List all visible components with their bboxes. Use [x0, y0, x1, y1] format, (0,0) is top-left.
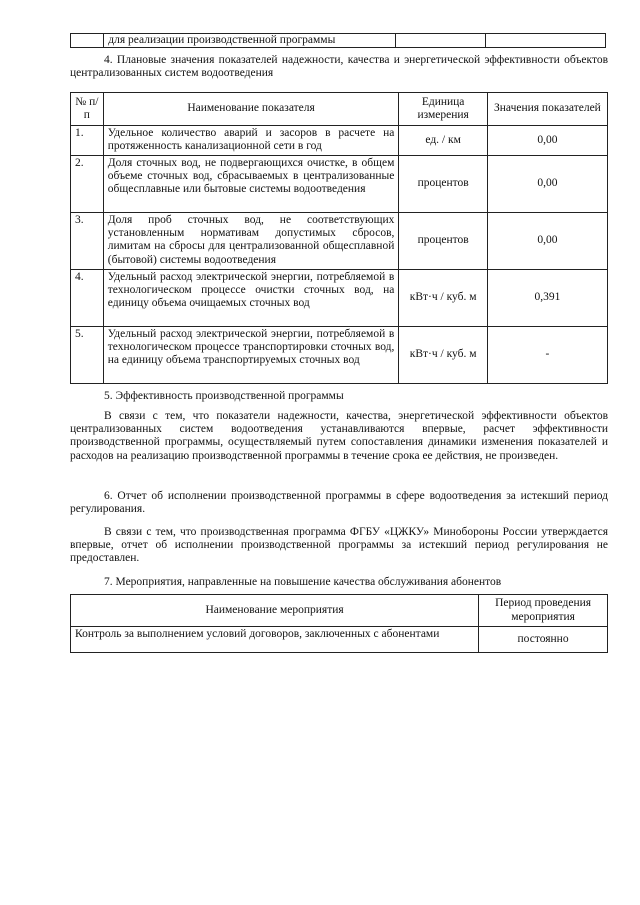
table-row [71, 327, 608, 384]
section7-title: 7. Мероприятия, направленные на повышение качества обслуживания абонентов [104, 576, 502, 588]
previous-table-fragment [70, 33, 606, 48]
row-name: Доля сточных вод, не подвергающихся очистке, в общем объеме сточных вод, сбрасываемых в централизованные общесплавные или бытовые системы водоотведения [107, 157, 395, 196]
row-num: 2. [71, 156, 104, 213]
table-header-row [71, 93, 608, 126]
section6-text: В связи с тем, что производственная программа ФГБУ «ЦЖКУ» Минобороны России утверждается впервые, отчет об исполнении производственной программы за истекший период регулирования не предоставлен. [70, 526, 608, 565]
table-row [71, 34, 606, 48]
row-value: 0,00 [487, 126, 607, 156]
section5-text: В связи с тем, что показатели надежности, качества, энергетической эффективности объектов централизованных систем водоотведения устанавливаются впервые, расчет эффективности производственной программы, осуществляемый путем сопоставления динамики изменения показателей и расходов на реализацию производственной программы в течение срока ее действия, не произведен. [70, 410, 608, 462]
row-name: Доля проб сточных вод, не соответствующих установленным нормативам допустимых сбросов, лимитам на сбросы для централизованной общесплавной (бытовой) системы водоотведения [107, 214, 395, 266]
table-header-row [71, 595, 608, 627]
row-unit: процентов [399, 213, 488, 270]
row-num: 1. [71, 126, 104, 156]
row-name: Удельный расход электрической энергии, потребляемой в технологическом процессе транспортировки сточных вод, на единицу объема транспортируемых сточных вод [107, 328, 395, 367]
header-num: № п/п [71, 93, 104, 126]
measure-name: Контроль за выполнением условий договоров, заключенных с абонентами [71, 627, 479, 653]
row-value: 0,00 [487, 156, 607, 213]
header-unit: Единица измерения [399, 93, 488, 126]
row-num: 4. [71, 270, 104, 327]
section4-title: 4. Плановые значения показателей надежности, качества и энергетической эффективности объектов централизованных систем водоотведения [70, 54, 608, 80]
table-row [71, 627, 608, 653]
row-unit: кВт·ч / куб. м [399, 327, 488, 384]
row-value: 0,391 [487, 270, 607, 327]
row-unit: процентов [399, 156, 488, 213]
row-num: 3. [71, 213, 104, 270]
row-value: - [487, 327, 607, 384]
top-row-text: для реализации производственной программы [104, 34, 396, 48]
row-unit: ед. / км [399, 126, 488, 156]
header-measure-name: Наименование мероприятия [71, 595, 479, 627]
section5-title: 5. Эффективность производственной программы [104, 390, 344, 402]
table-row [71, 213, 608, 270]
table-row [71, 156, 608, 213]
row-name: Удельный расход электрической энергии, потребляемой в технологическом процессе очистки сточных вод, на единицу объема очищаемых сточных вод [107, 271, 395, 310]
row-num: 5. [71, 327, 104, 384]
table-row [71, 126, 608, 156]
row-unit: кВт·ч / куб. м [399, 270, 488, 327]
indicators-table [70, 92, 608, 384]
header-period: Период проведения мероприятия [479, 595, 608, 627]
header-value: Значения показателей [487, 93, 607, 126]
header-name: Наименование показателя [103, 93, 399, 126]
row-name: Удельное количество аварий и засоров в расчете на протяженность канализационной сети в год [107, 127, 395, 153]
row-value: 0,00 [487, 213, 607, 270]
section6-title: 6. Отчет об исполнении производственной программы в сфере водоотведения за истекший период регулирования. [70, 490, 608, 516]
measures-table [70, 594, 608, 653]
table-row [71, 270, 608, 327]
measure-period: постоянно [479, 627, 608, 653]
